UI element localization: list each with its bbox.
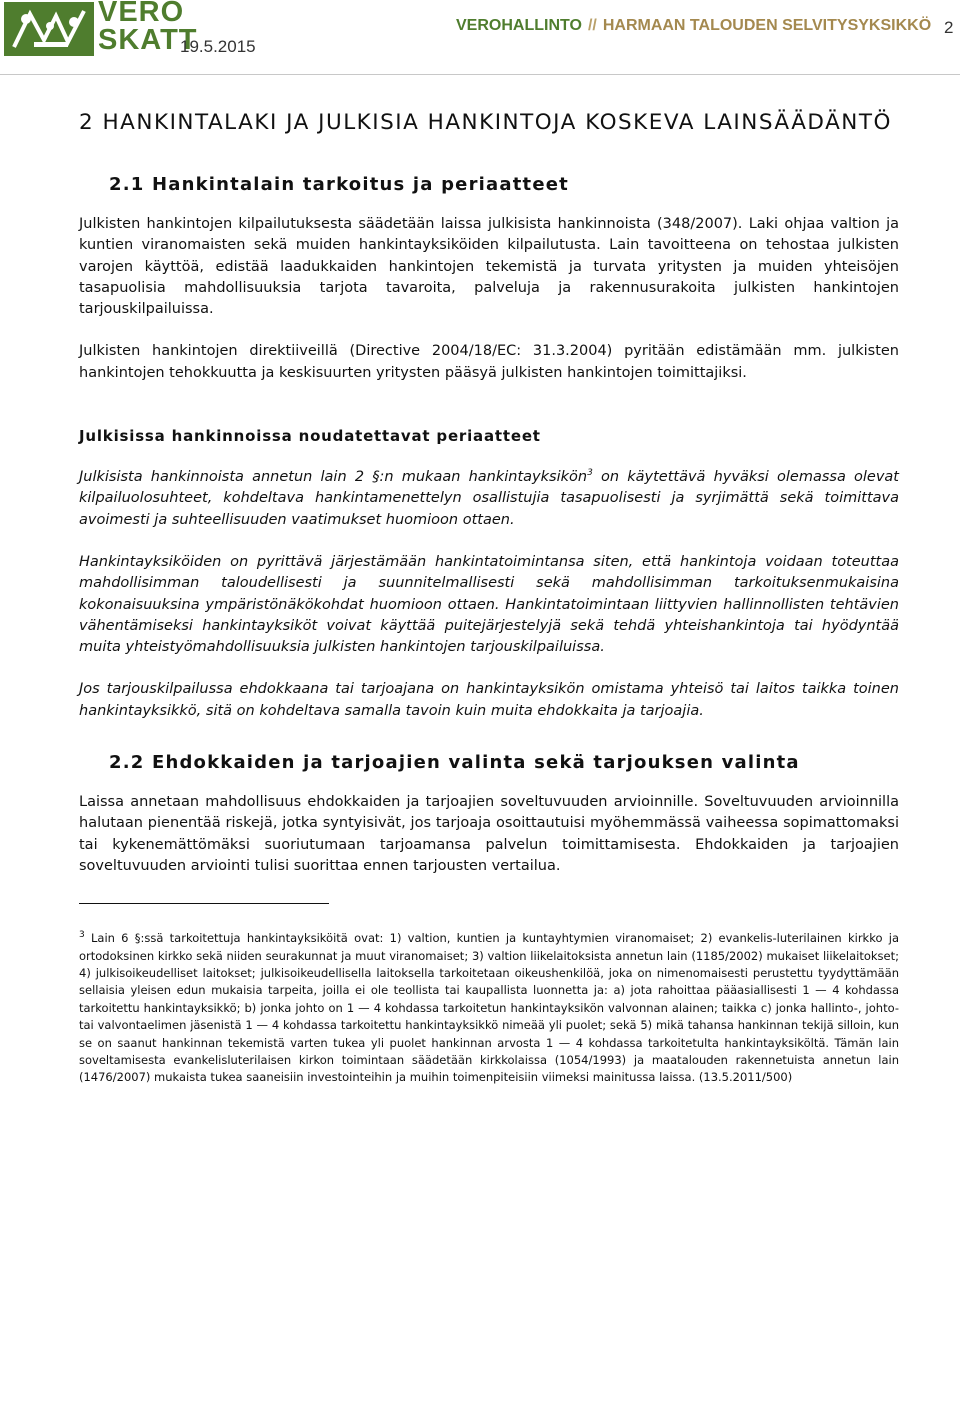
principles-subheading: Julkisissa hankinnoissa noudatettavat periaatteet [79, 427, 541, 446]
page-number: 2 [944, 18, 954, 37]
organization-name [456, 17, 931, 35]
logo-text-skatt: SKATT [98, 24, 198, 56]
org-name-unit: HARMAAN TALOUDEN SELVITYSYKSIKKÖ [602, 17, 932, 34]
paragraph-principles-text-cont: on käytettävä hyväksi olemassa olevat kilpailuolosuhteet, kohdeltava hankintamenettelyn osallistujia tasapuolisesti ja syrjimättä sekä toimittava avoimesti ja suhteellisuuden vaatimukset huomioon ottaen. [79, 469, 899, 528]
footnote-reference: 3 [587, 468, 593, 479]
vero-skatt-logo [4, 0, 198, 56]
section-title-2-1: 2.1 Hankintalain tarkoitus ja periaatteet [109, 174, 569, 195]
chapter-title: 2 HANKINTALAKI JA JULKISIA HANKINTOJA KOSKEVA LAINSÄÄDÄNTÖ [79, 110, 892, 135]
paragraph-principles [79, 467, 899, 531]
org-name-primary: VEROHALLINTO [456, 17, 582, 34]
document-body [79, 107, 899, 1087]
logo-text-vero: VERO [98, 0, 185, 28]
paragraph-procurement-organization: Hankintayksiköiden on pyrittävä järjestämään hankintatoimintansa siten, että hankintoja voidaan toteuttaa mahdollisimman taloudellisesti ja suunnitelmallisesti sekä mahdollisimman tarkoituksenmukaisina kokonaisuuksina ympäristönäkökohdat huomioon ottaen. Hankintatoimintaan liittyvien hallinnollisten tehtävien vähentämiseksi hankintayksiköt voivat käyttää puitejärjestelyjä sekä tehdä yhteishankintoja tai hyödyntää muita yhteistyömahdollisuuksia julkisten hankintojen tarjouskilpailuissa. [79, 553, 899, 656]
paragraph-in-house-bidders: Jos tarjouskilpailussa ehdokkaana tai tarjoajana on hankintayksikön omistama yhteisö tai laitos taikka toinen hankintayksikkö, sitä on kohdeltava samalla tavoin kuin muita ehdokkaita ja tarjoajia. [79, 681, 899, 719]
org-separator: // [587, 17, 597, 34]
page-header [0, 0, 960, 78]
footnote-separator [79, 903, 329, 904]
footnote [79, 930, 899, 1087]
footnote-text: Lain 6 §:ssä tarkoitettuja hankintayksiköitä ovat: 1) valtion, kuntien ja kuntayhtymien viranomaiset; 2) evankelis-luterilainen kirkko ja ortodoksinen kirkko sekä niiden seurakunnat ja muut viranomaiset; 3) valtion liikelaitoksista annetun lain (1185/2002) mukaiset liikelaitokset; 4) julkisoikeudelliset laitokset; julkisoikeudellisella laitoksella tarkoitetaan oikeushenkilöä, joka on nimenomaisesti perustettu tyydyttämään sellaisia yleisen edun mukaisia tarpeita, joilla ei ole teollista tai kaupallista luonnetta ja: a) jota rahoittaa pääasiallisesti 1 — 4 kohdassa tarkoitettu hankintayksikkö; b) jonka johto on 1 — 4 kohdassa tarkoitetun hankintayksikön valvonnan alainen; taikka c) jonka hallinto-, johto- tai valvontaelimen jäsenistä 1 — 4 kohdassa tarkoitettu hankintayksikkö nimeää yli puolet; sekä 5) mikä tahansa hankinnan tekijä silloin, kun se on saanut hankinnan tekemistä varten tukea yli puolet hankinnan arvosta 1 — 4 kohdassa tarkoitetulta hankintayksiköltä. Tämän lain soveltamisesta evankelisluterilaisen kirkon toimintaan säädetään kirkkolaissa (1054/1993) ja maatalouden rakennetuista annetun lain (1476/2007) mukaista tukea saaneisiin investointeihin ja muihin toimenpiteisiin viimeksi mainitussa laissa. (13.5.2011/500) [79, 931, 899, 1085]
paragraph-principles-text: Julkisista hankinnoista annetun lain 2 §:n mukaan hankintayksikön [79, 469, 588, 486]
document-date: 19.5.2015 [180, 37, 256, 56]
section-title-2-2: 2.2 Ehdokkaiden ja tarjoajien valinta sekä tarjouksen valinta [109, 752, 800, 774]
tax-administration-emblem-icon [4, 2, 94, 56]
paragraph-directives: Julkisten hankintojen direktiiveillä (Directive 2004/18/EC: 31.3.2004) pyritään edistämään mm. julkisten hankintojen tehokkuutta ja keskisuurten yritysten pääsyä julkisten hankintojen toimittajiksi. [79, 343, 899, 381]
footnote-marker: 3 [79, 930, 85, 941]
header-divider [0, 74, 960, 75]
paragraph-purpose: Julkisten hankintojen kilpailutuksesta säädetään laissa julkisista hankinnoista (348/2007). Laki ohjaa valtion ja kuntien viranomaisten sekä muiden hankintayksiköiden kilpailutusta. Lain tavoitteena on tehostaa julkisten varojen käyttöä, edistää laadukkaiden hankintojen tekemistä ja turvata yritysten ja muiden yhteisöjen tasapuolisia mahdollisuuksia tarjota tavaroita, palveluja ja rakennusurakoita julkisten hankintojen tarjouskilpailuissa. [79, 216, 899, 318]
paragraph-suitability: Laissa annetaan mahdollisuus ehdokkaiden ja tarjoajien soveltuvuuden arvioinnille. Soveltuvuuden arvioinnilla halutaan pienentää riskejä, jotka syntyisivät, jos tarjoaja osoittautuisi myöhemmässä vaiheessa sopimattomaksi tai kykenemättömäksi suoriutumaan tarjoamansa palvelun toimittamisesta. Ehdokkaiden ja tarjoajien soveltuvuuden arviointi tulisi suorittaa ennen tarjousten vertailua. [79, 794, 899, 874]
